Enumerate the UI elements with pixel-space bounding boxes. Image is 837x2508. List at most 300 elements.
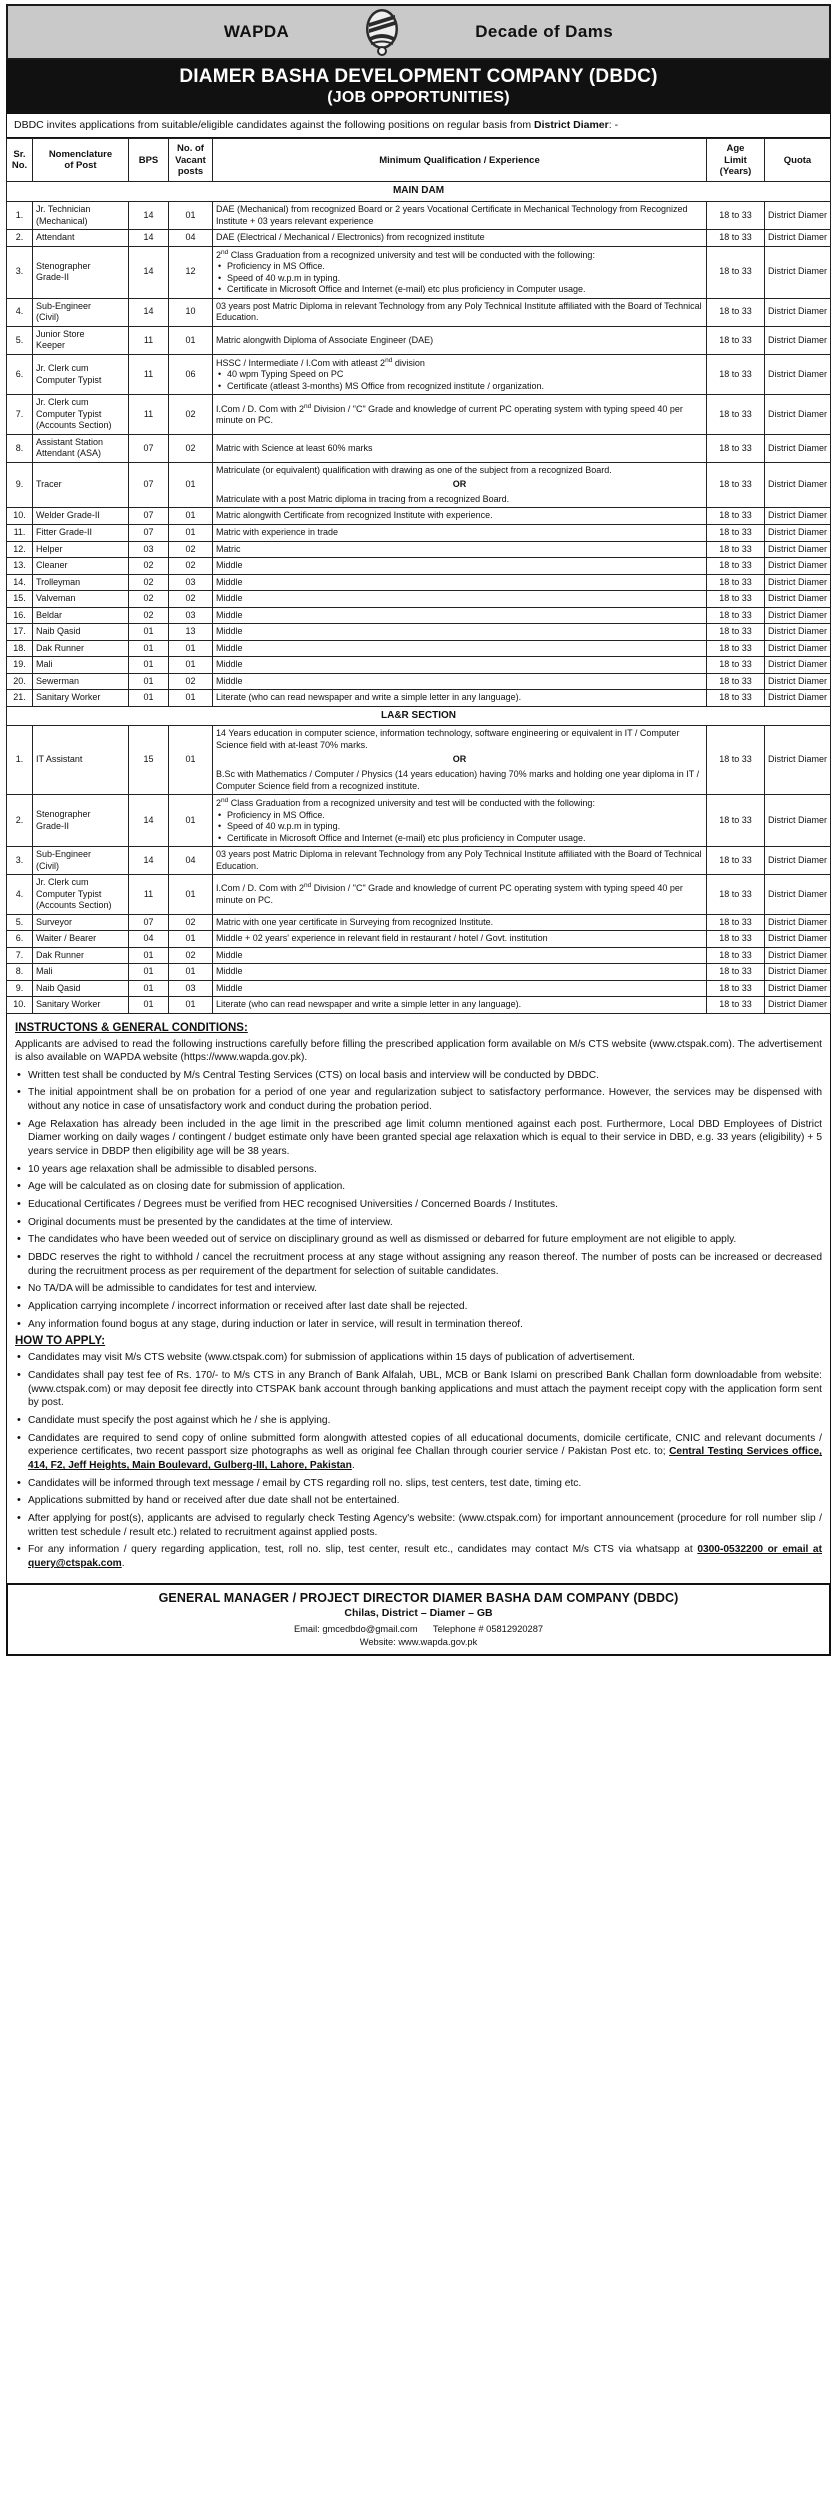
instruction-bullet: • Application carrying incomplete / incorrect information or received after last date shall be rejected. [28, 1300, 822, 1314]
cell-bps: 01 [129, 997, 169, 1014]
cell-qualification: Middle [213, 673, 707, 690]
cell-age-limit: 18 to 33 [707, 607, 765, 624]
cell-quota: District Diamer [765, 690, 831, 707]
cell-sr-no: 12. [7, 541, 33, 558]
section-header-row [7, 706, 831, 726]
emphasised-contact-detail: 0300-0532200 or email at query@ctspak.com [28, 1544, 822, 1570]
cell-bps: 01 [129, 947, 169, 964]
cell-age-limit: 18 to 33 [707, 847, 765, 875]
instruction-bullet: • Any information found bogus at any stage, during induction or later in service, will result in termination thereof. [28, 1318, 822, 1332]
how-to-apply-bullet: • Candidates may visit M/s CTS website (www.ctspak.com) for submission of applications within 15 days of publication of advertisement. [28, 1351, 822, 1365]
cell-bps: 02 [129, 574, 169, 591]
table-row [7, 931, 831, 948]
cell-sr-no: 8. [7, 964, 33, 981]
cell-bps: 02 [129, 591, 169, 608]
cell-age-limit: 18 to 33 [707, 931, 765, 948]
cell-vacant-posts: 01 [169, 326, 213, 354]
cell-vacant-posts: 02 [169, 914, 213, 931]
cell-post-name: Attendant [33, 230, 129, 247]
table-row [7, 462, 831, 508]
masthead-banner [6, 4, 831, 60]
cell-vacant-posts: 02 [169, 947, 213, 964]
cell-post-name: Beldar [33, 607, 129, 624]
cell-quota: District Diamer [765, 875, 831, 915]
cell-post-name: Helper [33, 541, 129, 558]
col-header-sr-no [7, 139, 33, 182]
cell-vacant-posts: 04 [169, 847, 213, 875]
how-to-apply-bullet: • Candidates are required to send copy of online submitted form alongwith attested copies of all educational documents, domicile certificate, CNIC and relevant documents / experience certificates, two recent passport size photographs as well as original fee Challan through courier service / Pakistan Post etc. to; Central Testing Services office, 414, F2, Jeff Heights, Main Boulevard, Gulberg-III, Lahore, Pakistan. [28, 1432, 822, 1473]
instruction-bullet: • Written test shall be conducted by M/s Central Testing Services (CTS) on local basis and interview will be conducted by DBDC. [28, 1069, 822, 1083]
cell-quota: District Diamer [765, 541, 831, 558]
cell-age-limit: 18 to 33 [707, 326, 765, 354]
cell-bps: 14 [129, 847, 169, 875]
cell-sr-no: 13. [7, 558, 33, 575]
cell-quota: District Diamer [765, 574, 831, 591]
cell-qualification: Matric with one year certificate in Surveying from recognized Institute. [213, 914, 707, 931]
cell-quota: District Diamer [765, 298, 831, 326]
table-row [7, 607, 831, 624]
cell-age-limit: 18 to 33 [707, 964, 765, 981]
cell-vacant-posts: 01 [169, 640, 213, 657]
footer-designation: GENERAL MANAGER / PROJECT DIRECTOR DIAMER BASHA DAM COMPANY (DBDC) [158, 1590, 679, 1605]
section-header-row [7, 182, 831, 202]
cell-vacant-posts: 01 [169, 202, 213, 230]
table-row [7, 591, 831, 608]
col-header-age-line1: Age [726, 143, 745, 155]
table-row [7, 558, 831, 575]
cell-bps: 11 [129, 326, 169, 354]
instruction-bullet: • The initial appointment shall be on probation for a period of one year and regularization subject to satisfactory performance. However, the services may be dispensed with without any notice in case of unsatisfactory work and conduct during the probation period. [28, 1086, 822, 1113]
cell-age-limit: 18 to 33 [707, 795, 765, 847]
cell-age-limit: 18 to 33 [707, 558, 765, 575]
cell-vacant-posts: 01 [169, 657, 213, 674]
cell-vacant-posts: 01 [169, 795, 213, 847]
cell-post-name: Tracer [33, 462, 129, 508]
cell-sr-no: 4. [7, 875, 33, 915]
cell-bps: 01 [129, 673, 169, 690]
cell-sr-no: 11. [7, 524, 33, 541]
cell-post-name: Sanitary Worker [33, 690, 129, 707]
cell-qualification: Literate (who can read newspaper and write a simple letter in any language). [213, 997, 707, 1014]
cell-bps: 07 [129, 462, 169, 508]
cell-bps: 01 [129, 690, 169, 707]
intro-statement [6, 114, 831, 138]
cell-sr-no: 19. [7, 657, 33, 674]
instructions-heading: INSTRUCTONS & GENERAL CONDITIONS: [15, 1021, 248, 1034]
cell-quota: District Diamer [765, 640, 831, 657]
cell-sr-no: 7. [7, 395, 33, 435]
col-header-nomenclature [33, 139, 129, 182]
table-row [7, 673, 831, 690]
cell-age-limit: 18 to 33 [707, 574, 765, 591]
cell-sr-no: 5. [7, 914, 33, 931]
how-to-apply-bullet: • For any information / query regarding application, test, roll no. slip, test center, result etc., candidates may contact M/s CTS via whatsapp at 0300-0532200 or email at query@ctspak.com. [28, 1543, 822, 1570]
cell-bps: 03 [129, 541, 169, 558]
cell-quota: District Diamer [765, 462, 831, 508]
masthead-right-text: Decade of Dams [475, 22, 614, 41]
how-to-apply-bullet: • Candidate must specify the post against which he / she is applying. [28, 1414, 822, 1428]
cell-qualification: Matric with Science at least 60% marks [213, 434, 707, 462]
cell-age-limit: 18 to 33 [707, 624, 765, 641]
cell-vacant-posts: 02 [169, 541, 213, 558]
cell-sr-no: 16. [7, 607, 33, 624]
cell-age-limit: 18 to 33 [707, 673, 765, 690]
cell-post-name: Naib Qasid [33, 980, 129, 997]
table-row [7, 298, 831, 326]
cell-vacant-posts: 13 [169, 624, 213, 641]
cell-vacant-posts: 01 [169, 690, 213, 707]
cell-sr-no: 21. [7, 690, 33, 707]
table-row [7, 980, 831, 997]
cell-sr-no: 10. [7, 997, 33, 1014]
table-body [7, 182, 831, 1013]
intro-text-before: DBDC invites applications from suitable/eligible candidates against the following positions on regular basis from [14, 119, 535, 132]
table-row [7, 508, 831, 525]
table-row [7, 640, 831, 657]
cell-qualification: 03 years post Matric Diploma in relevant Technology from any Poly Technical Institute affiliated with the Board of Technical Education. [213, 847, 707, 875]
wapda-dam-logo-icon [359, 6, 405, 58]
cell-post-name: Jr. Clerk cum Computer Typist (Accounts Section) [33, 875, 129, 915]
cell-qualification: HSSC / Intermediate / I.Com with atleast 2nd division • 40 wpm Typing Speed on PC • Certificate (atleast 3-months) MS Office from recognized institute / organization. [213, 354, 707, 395]
cell-vacant-posts: 02 [169, 558, 213, 575]
cell-bps: 15 [129, 726, 169, 795]
col-header-age-line2: Limit [724, 154, 747, 166]
col-header-quota: Quota [765, 139, 831, 182]
cell-quota: District Diamer [765, 673, 831, 690]
cell-quota: District Diamer [765, 914, 831, 931]
instruction-bullet: • Age will be calculated as on closing date for submission of application. [28, 1180, 822, 1194]
instructions-bullet-list [15, 1069, 822, 1332]
cell-quota: District Diamer [765, 230, 831, 247]
cell-vacant-posts: 02 [169, 673, 213, 690]
table-row [7, 574, 831, 591]
cell-quota: District Diamer [765, 947, 831, 964]
cell-qualification: DAE (Electrical / Mechanical / Electronics) from recognized institute [213, 230, 707, 247]
cell-bps: 02 [129, 607, 169, 624]
cell-post-name: Jr. Clerk cum Computer Typist (Accounts Section) [33, 395, 129, 435]
footer-email: Email: gmcedbdo@gmail.com [293, 1623, 418, 1634]
cell-bps: 14 [129, 795, 169, 847]
cell-sr-no: 5. [7, 326, 33, 354]
cell-post-name: Welder Grade-II [33, 508, 129, 525]
table-row [7, 726, 831, 795]
cell-quota: District Diamer [765, 354, 831, 395]
instruction-bullet: • Original documents must be presented by the candidates at the time of interview. [28, 1216, 822, 1230]
cell-age-limit: 18 to 33 [707, 947, 765, 964]
footer-telephone: Telephone # 05812920287 [432, 1623, 544, 1634]
table-row [7, 246, 831, 298]
instructions-intro-paragraph: Applicants are advised to read the following instructions carefully before filling the prescribed application form available on M/s CTS website (www.ctspak.com). The advertisement is also available on WAPDA website (https://www.wapda.gov.pk). [15, 1038, 822, 1064]
cell-post-name: Jr. Clerk cum Computer Typist [33, 354, 129, 395]
cell-qualification: Middle [213, 964, 707, 981]
cell-quota: District Diamer [765, 997, 831, 1014]
cell-quota: District Diamer [765, 508, 831, 525]
cell-bps: 07 [129, 914, 169, 931]
cell-age-limit: 18 to 33 [707, 980, 765, 997]
table-row [7, 657, 831, 674]
table-row [7, 541, 831, 558]
cell-age-limit: 18 to 33 [707, 726, 765, 795]
cell-age-limit: 18 to 33 [707, 997, 765, 1014]
cell-qualification: I.Com / D. Com with 2nd Division / "C" Grade and knowledge of current PC operating system with typing speed 40 per minute on PC. [213, 875, 707, 915]
cell-bps: 14 [129, 298, 169, 326]
cell-qualification: 14 Years education in computer science, information technology, software engineering or equivalent in IT / Computer Science field with at-least 70% marks. OR B.Sc with Mathematics / Computer / Physics (14 years education) having 70% marks and holding one year diploma in IT / Computer Science field from a recognized institute. [213, 726, 707, 795]
cell-post-name: Dak Runner [33, 947, 129, 964]
cell-qualification: Middle [213, 591, 707, 608]
table-row [7, 202, 831, 230]
how-to-apply-bullet: • Candidates shall pay test fee of Rs. 170/- to M/s CTS in any Branch of Bank Alfalah, UBL, MCB or Bank Islami on prescribed Bank Challan form downloadable from website: (www.ctspak.com) or may deposit fee directly into CTSPAK bank account through banking applications and must attach the payment receipt copy with the application form sent by post. [28, 1369, 822, 1410]
col-header-age-line3: (Years) [719, 165, 752, 177]
cell-sr-no: 8. [7, 434, 33, 462]
cell-sr-no: 3. [7, 847, 33, 875]
col-header-post-line2: of Post [64, 160, 97, 172]
cell-post-name: Valveman [33, 591, 129, 608]
table-row [7, 947, 831, 964]
cell-quota: District Diamer [765, 964, 831, 981]
cell-quota: District Diamer [765, 326, 831, 354]
cell-quota: District Diamer [765, 657, 831, 674]
table-row [7, 434, 831, 462]
footer-contact-block [6, 1584, 831, 1656]
title-band [6, 60, 831, 114]
cell-age-limit: 18 to 33 [707, 202, 765, 230]
cell-sr-no: 1. [7, 726, 33, 795]
intro-district-bold: District Diamer [534, 119, 609, 132]
cell-post-name: Naib Qasid [33, 624, 129, 641]
cell-bps: 01 [129, 624, 169, 641]
cell-qualification: 2nd Class Graduation from a recognized university and test will be conducted with the following: • Proficiency in MS Office. • Speed of 40 w.p.m in typing. • Certificate in Microsoft Office and Internet (e-mail) etc plus proficiency in Computer usage. [213, 246, 707, 298]
cell-bps: 14 [129, 246, 169, 298]
cell-vacant-posts: 02 [169, 434, 213, 462]
cell-quota: District Diamer [765, 395, 831, 435]
company-title: DIAMER BASHA DEVELOPMENT COMPANY (DBDC) [179, 66, 658, 87]
cell-vacant-posts: 01 [169, 462, 213, 508]
cell-age-limit: 18 to 33 [707, 395, 765, 435]
instructions-box [6, 1014, 831, 1584]
cell-qualification: Matric alongwith Diploma of Associate Engineer (DAE) [213, 326, 707, 354]
cell-age-limit: 18 to 33 [707, 462, 765, 508]
table-row [7, 914, 831, 931]
cell-age-limit: 18 to 33 [707, 246, 765, 298]
vacancies-table [6, 138, 831, 1014]
cell-vacant-posts: 02 [169, 395, 213, 435]
table-row [7, 395, 831, 435]
cell-qualification: Middle [213, 624, 707, 641]
cell-age-limit: 18 to 33 [707, 541, 765, 558]
cell-quota: District Diamer [765, 246, 831, 298]
cell-age-limit: 18 to 33 [707, 524, 765, 541]
cell-sr-no: 17. [7, 624, 33, 641]
cell-quota: District Diamer [765, 202, 831, 230]
cell-bps: 11 [129, 875, 169, 915]
cell-vacant-posts: 01 [169, 726, 213, 795]
how-to-apply-bullet: • Applications submitted by hand or received after due date shall not be entertained. [28, 1494, 822, 1508]
cell-vacant-posts: 01 [169, 524, 213, 541]
cell-quota: District Diamer [765, 624, 831, 641]
cell-age-limit: 18 to 33 [707, 354, 765, 395]
cell-qualification: Matric with experience in trade [213, 524, 707, 541]
cell-post-name: Mali [33, 964, 129, 981]
cell-bps: 01 [129, 964, 169, 981]
cell-quota: District Diamer [765, 847, 831, 875]
cell-qualification: Middle [213, 980, 707, 997]
table-row [7, 997, 831, 1014]
cell-bps: 01 [129, 980, 169, 997]
table-row [7, 964, 831, 981]
col-header-bps: BPS [129, 139, 169, 182]
cell-sr-no: 7. [7, 947, 33, 964]
cell-age-limit: 18 to 33 [707, 298, 765, 326]
intro-text-after: : - [608, 119, 619, 132]
how-to-apply-bullet: • After applying for post(s), applicants are advised to regularly check Testing Agency's website: (www.ctspak.com) for important announcement (procedure for roll number slip / written test schedule / result etc.) related to recruitment against applied posts. [28, 1512, 822, 1539]
cell-post-name: Stenographer Grade-II [33, 246, 129, 298]
cell-quota: District Diamer [765, 524, 831, 541]
table-row [7, 326, 831, 354]
cell-bps: 11 [129, 354, 169, 395]
cell-post-name: Stenographer Grade-II [33, 795, 129, 847]
cell-quota: District Diamer [765, 980, 831, 997]
cell-post-name: Surveyor [33, 914, 129, 931]
table-row [7, 875, 831, 915]
cell-sr-no: 1. [7, 202, 33, 230]
cell-vacant-posts: 06 [169, 354, 213, 395]
col-header-sr-line1: Sr. [13, 148, 26, 160]
cell-qualification: Middle [213, 657, 707, 674]
cell-post-name: IT Assistant [33, 726, 129, 795]
instruction-bullet: • The candidates who have been weeded out of service on disciplinary ground as well as dismissed or debarred for future employment are not eligible to apply. [28, 1233, 822, 1247]
cell-vacant-posts: 03 [169, 607, 213, 624]
cell-quota: District Diamer [765, 931, 831, 948]
cell-quota: District Diamer [765, 434, 831, 462]
instruction-bullet: • Age Relaxation has already been included in the age limit in the prescribed age limit column mentioned against each post. Furthermore, Local DBD Employees of District Diamer working on daily wages / contingent / budget estimate only have been granted special age relaxation which is equal to their service in DBD, e.g. 33 years (eligibility) + 5 years service in DBDP then eligibility age will be 38 years. [28, 1118, 822, 1159]
cell-qualification: Middle [213, 574, 707, 591]
how-to-apply-bullet: • Candidates will be informed through text message / email by CTS regarding roll no. slips, test centers, test date, timing etc. [28, 1477, 822, 1491]
section-title: LA&R SECTION [7, 706, 831, 726]
cell-bps: 14 [129, 230, 169, 247]
cell-qualification: 2nd Class Graduation from a recognized university and test will be conducted with the following: • Proficiency in MS Office. • Speed of 40 w.p.m in typing. • Certificate in Microsoft Office and Internet (e-mail) etc plus proficiency in Computer usage. [213, 795, 707, 847]
cell-qualification: Middle + 02 years' experience in relevant field in restaurant / hotel / Govt. institution [213, 931, 707, 948]
instruction-bullet: • Educational Certificates / Degrees must be verified from HEC recognised Universities / Concerned Boards / Institutes. [28, 1198, 822, 1212]
cell-post-name: Cleaner [33, 558, 129, 575]
cell-bps: 02 [129, 558, 169, 575]
cell-bps: 01 [129, 640, 169, 657]
cell-sr-no: 4. [7, 298, 33, 326]
cell-bps: 11 [129, 395, 169, 435]
cell-post-name: Sub-Engineer (Civil) [33, 298, 129, 326]
how-to-apply-heading: HOW TO APPLY: [15, 1335, 106, 1348]
cell-sr-no: 14. [7, 574, 33, 591]
cell-vacant-posts: 03 [169, 574, 213, 591]
cell-sr-no: 6. [7, 354, 33, 395]
table-row [7, 354, 831, 395]
cell-post-name: Sanitary Worker [33, 997, 129, 1014]
cell-age-limit: 18 to 33 [707, 875, 765, 915]
cell-sr-no: 15. [7, 591, 33, 608]
cell-quota: District Diamer [765, 591, 831, 608]
cell-age-limit: 18 to 33 [707, 690, 765, 707]
cell-post-name: Junior Store Keeper [33, 326, 129, 354]
cell-bps: 07 [129, 508, 169, 525]
cell-bps: 01 [129, 657, 169, 674]
cell-qualification: Middle [213, 947, 707, 964]
cell-sr-no: 2. [7, 230, 33, 247]
cell-sr-no: 20. [7, 673, 33, 690]
cell-qualification: Middle [213, 558, 707, 575]
col-header-vac-line2: Vacant [175, 154, 206, 166]
instruction-bullet: • 10 years age relaxation shall be admissible to disabled persons. [28, 1163, 822, 1177]
table-row [7, 624, 831, 641]
instruction-bullet: • No TA/DA will be admissible to candidates for test and interview. [28, 1282, 822, 1296]
cell-quota: District Diamer [765, 726, 831, 795]
cell-qualification: Literate (who can read newspaper and write a simple letter in any language). [213, 690, 707, 707]
col-header-vacant-posts [169, 139, 213, 182]
cell-qualification: Middle [213, 640, 707, 657]
table-row [7, 230, 831, 247]
masthead-left-text: WAPDA [223, 22, 290, 41]
cell-sr-no: 10. [7, 508, 33, 525]
col-header-post-line1: Nomenclature [48, 148, 113, 160]
cell-sr-no: 3. [7, 246, 33, 298]
cell-post-name: Fitter Grade-II [33, 524, 129, 541]
col-header-qualification: Minimum Qualification / Experience [213, 139, 707, 182]
cell-vacant-posts: 12 [169, 246, 213, 298]
cell-vacant-posts: 10 [169, 298, 213, 326]
cell-post-name: Jr. Technician (Mechanical) [33, 202, 129, 230]
cell-post-name: Assistant Station Attendant (ASA) [33, 434, 129, 462]
cell-age-limit: 18 to 33 [707, 657, 765, 674]
cell-sr-no: 9. [7, 462, 33, 508]
cell-bps: 14 [129, 202, 169, 230]
footer-address: Chilas, District – Diamer – GB [344, 1607, 493, 1620]
footer-contact-row [12, 1623, 825, 1635]
cell-sr-no: 9. [7, 980, 33, 997]
cell-quota: District Diamer [765, 795, 831, 847]
cell-qualification: Matric [213, 541, 707, 558]
section-title: MAIN DAM [7, 182, 831, 202]
cell-vacant-posts: 01 [169, 931, 213, 948]
cell-bps: 07 [129, 524, 169, 541]
job-opportunities-subtitle: (JOB OPPORTUNITIES) [327, 88, 510, 106]
table-row [7, 524, 831, 541]
cell-age-limit: 18 to 33 [707, 230, 765, 247]
cell-vacant-posts: 01 [169, 964, 213, 981]
col-header-age-limit [707, 139, 765, 182]
cell-bps: 07 [129, 434, 169, 462]
cell-post-name: Trolleyman [33, 574, 129, 591]
table-row [7, 795, 831, 847]
cell-bps: 04 [129, 931, 169, 948]
cell-age-limit: 18 to 33 [707, 508, 765, 525]
cell-vacant-posts: 02 [169, 591, 213, 608]
cell-post-name: Sub-Engineer (Civil) [33, 847, 129, 875]
col-header-vac-line1: No. of [177, 143, 204, 155]
cell-qualification: 03 years post Matric Diploma in relevant Technology from any Poly Technical Institute affiliated with the Board of Technical Education. [213, 298, 707, 326]
cell-qualification: Matriculate (or equivalent) qualification with drawing as one of the subject from a recognized Board. OR Matriculate with a post Matric diploma in tracing from a recognized Board. [213, 462, 707, 508]
col-header-vac-line3: posts [177, 165, 204, 177]
cell-qualification: DAE (Mechanical) from recognized Board or 2 years Vocational Certificate in Mechanical Technology from Recognized Institute + 03 years relevant experience [213, 202, 707, 230]
cell-quota: District Diamer [765, 607, 831, 624]
cell-age-limit: 18 to 33 [707, 591, 765, 608]
cell-qualification: Middle [213, 607, 707, 624]
cell-post-name: Dak Runner [33, 640, 129, 657]
cell-post-name: Waiter / Bearer [33, 931, 129, 948]
table-row [7, 690, 831, 707]
cell-vacant-posts: 03 [169, 980, 213, 997]
cell-quota: District Diamer [765, 558, 831, 575]
cell-sr-no: 2. [7, 795, 33, 847]
cell-qualification: I.Com / D. Com with 2nd Division / "C" Grade and knowledge of current PC operating system with typing speed 40 per minute on PC. [213, 395, 707, 435]
cell-age-limit: 18 to 33 [707, 640, 765, 657]
